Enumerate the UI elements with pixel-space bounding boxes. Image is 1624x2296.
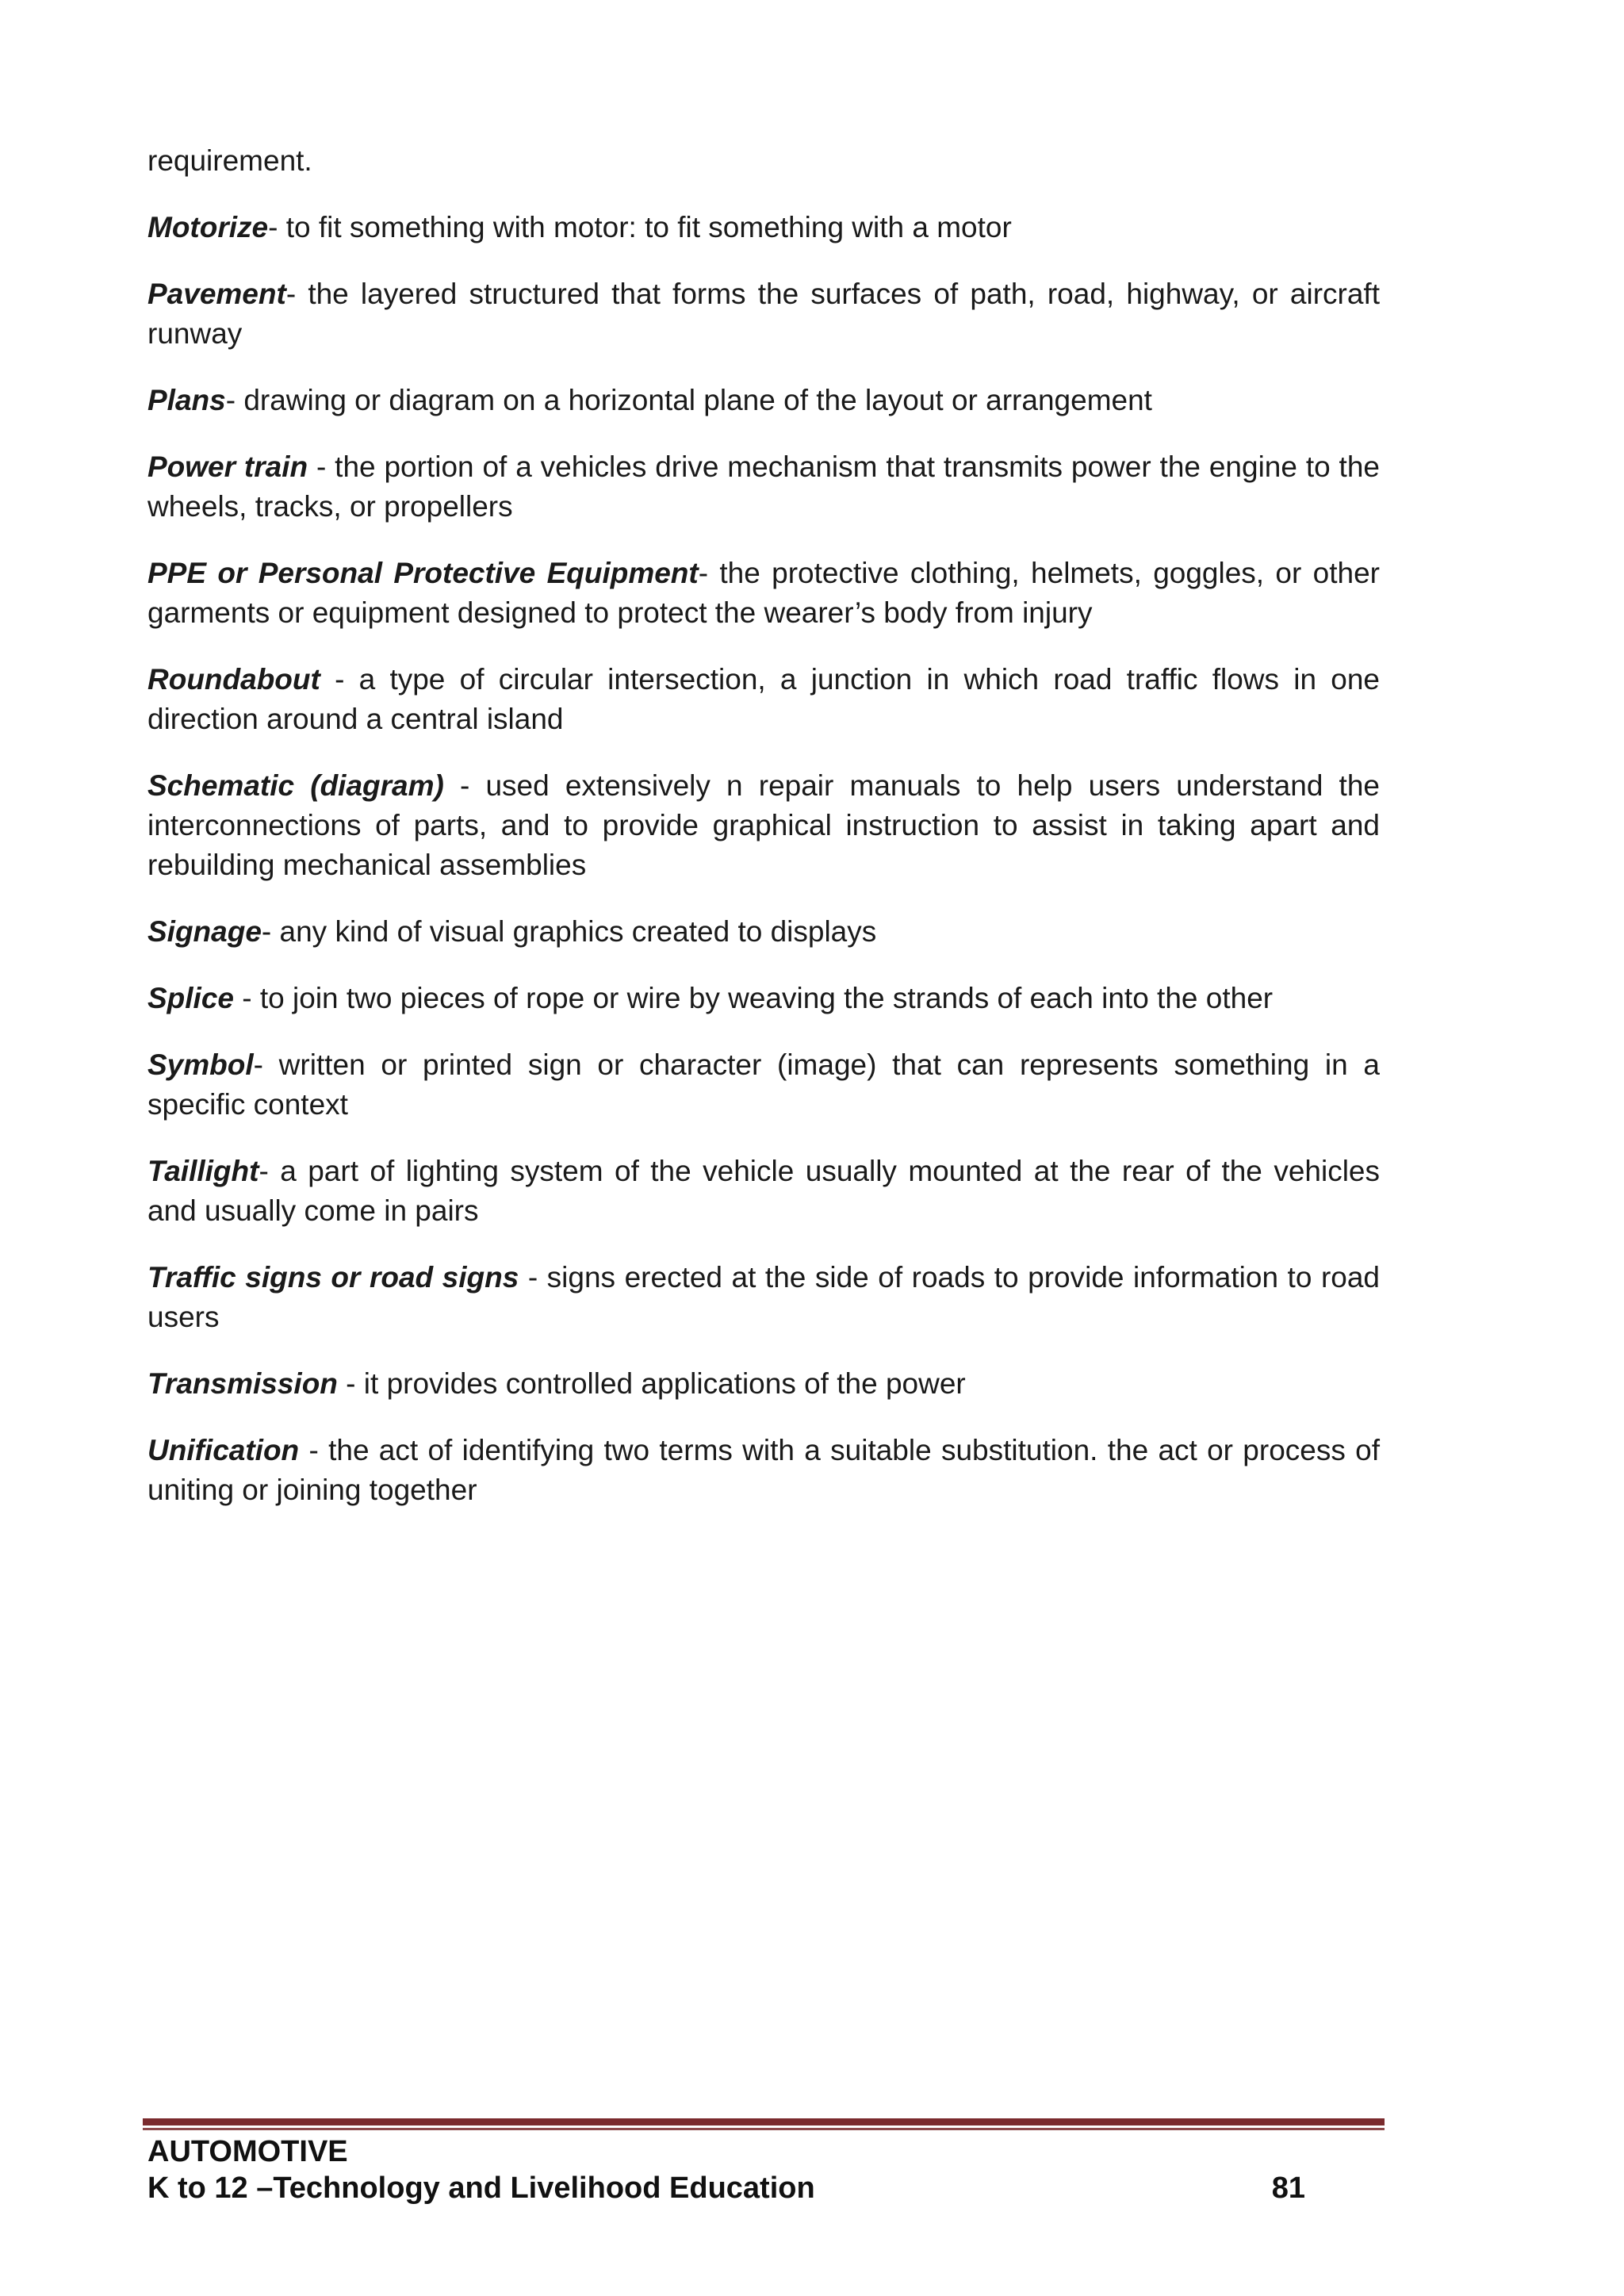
glossary-definition: - used extensively n repair manuals to help users understand the interconnections of parts, and to provide graphical instruction to assist in taking apart and rebuilding mechanical assemblies bbox=[147, 769, 1380, 881]
glossary-definition: - the act of identifying two terms with a suitable substitution. the act or process of uniting or joining together bbox=[147, 1434, 1380, 1506]
glossary-entry bbox=[147, 381, 1380, 420]
glossary-entry bbox=[147, 1045, 1380, 1125]
continuation-text: requirement. bbox=[147, 144, 312, 177]
footer-divider-thin bbox=[143, 2128, 1385, 2130]
glossary-definition: - drawing or diagram on a horizontal plane of the layout or arrangement bbox=[225, 384, 1152, 416]
glossary-entry bbox=[147, 912, 1380, 952]
glossary-term: Plans bbox=[147, 384, 226, 416]
glossary-term: Power train bbox=[147, 450, 308, 483]
glossary-entry bbox=[147, 1258, 1380, 1337]
glossary-term: Taillight bbox=[147, 1155, 259, 1187]
glossary-definition: - a type of circular intersection, a junction in which road traffic flows in one direction around a central island bbox=[147, 663, 1380, 735]
page-number: 81 bbox=[1271, 2171, 1305, 2205]
glossary-definition: - it provides controlled applications of the power bbox=[337, 1367, 966, 1400]
page-footer bbox=[147, 2133, 1305, 2206]
glossary-term: Roundabout bbox=[147, 663, 320, 696]
glossary-term: Traffic signs or road signs bbox=[147, 1261, 519, 1294]
glossary-entry bbox=[147, 979, 1380, 1018]
glossary-definition: - any kind of visual graphics created to displays bbox=[261, 915, 877, 948]
glossary-entry bbox=[147, 1431, 1380, 1510]
glossary-entry bbox=[147, 274, 1380, 354]
glossary-definition: - a part of lighting system of the vehicle usually mounted at the rear of the vehicles and usually come in pairs bbox=[147, 1155, 1380, 1227]
glossary-definition: - the portion of a vehicles drive mechanism that transmits power the engine to the wheels, tracks, or propellers bbox=[147, 450, 1380, 523]
glossary-definition: - to join two pieces of rope or wire by weaving the strands of each into the other bbox=[234, 982, 1274, 1014]
glossary-entry bbox=[147, 1152, 1380, 1231]
glossary-term: Unification bbox=[147, 1434, 300, 1466]
glossary-definition: - the protective clothing, helmets, goggles, or other garments or equipment designed to protect the wearer’s body from injury bbox=[147, 557, 1380, 629]
glossary-entry bbox=[147, 766, 1380, 885]
page-body bbox=[147, 141, 1380, 1537]
footer-subject: AUTOMOTIVE bbox=[147, 2135, 348, 2168]
glossary-term: Schematic (diagram) bbox=[147, 769, 444, 802]
glossary-definition: - to fit something with motor: to fit something with a motor bbox=[268, 211, 1012, 243]
glossary-entry bbox=[147, 554, 1380, 633]
glossary-term: Splice bbox=[147, 982, 234, 1014]
glossary-term: Motorize bbox=[147, 211, 269, 243]
footer-divider bbox=[143, 2118, 1385, 2125]
glossary-term: PPE or Personal Protective Equipment bbox=[147, 557, 699, 589]
glossary-term: Symbol bbox=[147, 1048, 254, 1081]
glossary-definition: - written or printed sign or character (image) that can represents something in a specific context bbox=[147, 1048, 1380, 1121]
glossary-term: Signage bbox=[147, 915, 262, 948]
glossary-definition: - the layered structured that forms the surfaces of path, road, highway, or aircraft runway bbox=[147, 278, 1380, 350]
glossary-entry bbox=[147, 1364, 1380, 1404]
glossary-term: Transmission bbox=[147, 1367, 338, 1400]
glossary-definition: - signs erected at the side of roads to provide information to road users bbox=[147, 1261, 1380, 1333]
glossary-entry bbox=[147, 447, 1380, 527]
glossary-entry bbox=[147, 208, 1380, 247]
glossary-term: Pavement bbox=[147, 278, 286, 310]
glossary-entry bbox=[147, 660, 1380, 739]
footer-program: K to 12 –Technology and Livelihood Education bbox=[147, 2171, 815, 2205]
